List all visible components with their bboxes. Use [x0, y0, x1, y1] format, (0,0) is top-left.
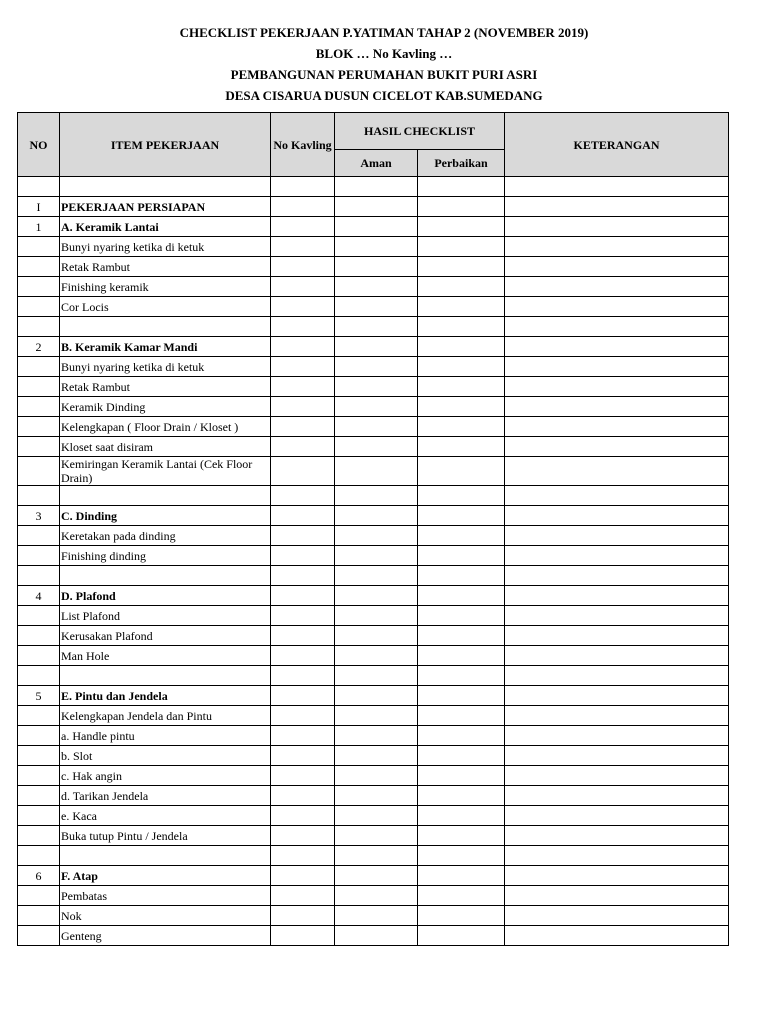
item-pekerjaan-cell: Nok [60, 906, 271, 926]
no-kavling-cell[interactable] [271, 506, 335, 526]
aman-cell[interactable] [335, 297, 418, 317]
perbaikan-cell[interactable] [418, 826, 505, 846]
perbaikan-cell[interactable] [418, 317, 505, 337]
table-row [18, 357, 729, 377]
item-pekerjaan-cell: Keretakan pada dinding [60, 526, 271, 546]
table-row [18, 706, 729, 726]
item-pekerjaan-cell [60, 317, 271, 337]
keterangan-cell[interactable] [505, 606, 729, 626]
row-number [18, 417, 60, 437]
table-row [18, 546, 729, 566]
no-kavling-cell[interactable] [271, 277, 335, 297]
keterangan-cell[interactable] [505, 177, 729, 197]
row-number [18, 257, 60, 277]
table-row [18, 866, 729, 886]
item-pekerjaan-cell: D. Plafond [60, 586, 271, 606]
aman-cell[interactable] [335, 197, 418, 217]
aman-cell[interactable] [335, 217, 418, 237]
table-row [18, 906, 729, 926]
item-pekerjaan-cell: b. Slot [60, 746, 271, 766]
keterangan-cell[interactable] [505, 237, 729, 257]
no-kavling-cell[interactable] [271, 257, 335, 277]
perbaikan-cell[interactable] [418, 566, 505, 586]
keterangan-cell[interactable] [505, 357, 729, 377]
no-kavling-cell[interactable] [271, 526, 335, 546]
aman-cell[interactable] [335, 586, 418, 606]
no-kavling-cell[interactable] [271, 417, 335, 437]
perbaikan-cell[interactable] [418, 806, 505, 826]
no-kavling-cell[interactable] [271, 806, 335, 826]
perbaikan-cell[interactable] [418, 906, 505, 926]
no-kavling-cell[interactable] [271, 706, 335, 726]
keterangan-cell[interactable] [505, 806, 729, 826]
no-kavling-cell[interactable] [271, 486, 335, 506]
keterangan-cell[interactable] [505, 317, 729, 337]
table-row [18, 397, 729, 417]
perbaikan-cell[interactable] [418, 626, 505, 646]
item-pekerjaan-cell: Bunyi nyaring ketika di ketuk [60, 237, 271, 257]
table-row [18, 586, 729, 606]
perbaikan-cell[interactable] [418, 526, 505, 546]
row-number [18, 846, 60, 866]
row-number [18, 886, 60, 906]
checklist-rows [18, 177, 729, 946]
row-number [18, 317, 60, 337]
table-row [18, 217, 729, 237]
no-kavling-cell[interactable] [271, 726, 335, 746]
row-number [18, 606, 60, 626]
item-pekerjaan-cell [60, 846, 271, 866]
item-pekerjaan-cell: PEKERJAAN PERSIAPAN [60, 197, 271, 217]
no-kavling-cell[interactable] [271, 686, 335, 706]
no-kavling-cell[interactable] [271, 886, 335, 906]
perbaikan-cell[interactable] [418, 506, 505, 526]
perbaikan-cell[interactable] [418, 786, 505, 806]
row-number [18, 437, 60, 457]
row-number [18, 277, 60, 297]
no-kavling-cell[interactable] [271, 397, 335, 417]
keterangan-cell[interactable] [505, 626, 729, 646]
table-row [18, 746, 729, 766]
perbaikan-cell[interactable] [418, 866, 505, 886]
no-kavling-cell[interactable] [271, 766, 335, 786]
no-kavling-cell[interactable] [271, 297, 335, 317]
row-number [18, 826, 60, 846]
aman-cell[interactable] [335, 926, 418, 946]
table-row [18, 277, 729, 297]
perbaikan-cell[interactable] [418, 766, 505, 786]
keterangan-cell[interactable] [505, 337, 729, 357]
no-kavling-cell[interactable] [271, 177, 335, 197]
aman-cell[interactable] [335, 317, 418, 337]
item-pekerjaan-cell: B. Keramik Kamar Mandi [60, 337, 271, 357]
item-pekerjaan-cell: Bunyi nyaring ketika di ketuk [60, 357, 271, 377]
row-number [18, 626, 60, 646]
aman-cell[interactable] [335, 786, 418, 806]
no-kavling-cell[interactable] [271, 786, 335, 806]
aman-cell[interactable] [335, 726, 418, 746]
item-pekerjaan-cell: Kloset saat disiram [60, 437, 271, 457]
no-kavling-cell[interactable] [271, 437, 335, 457]
no-kavling-cell[interactable] [271, 217, 335, 237]
item-pekerjaan-cell: Man Hole [60, 646, 271, 666]
item-pekerjaan-cell: Retak Rambut [60, 257, 271, 277]
item-pekerjaan-cell: A. Keramik Lantai [60, 217, 271, 237]
no-kavling-cell[interactable] [271, 826, 335, 846]
perbaikan-cell[interactable] [418, 257, 505, 277]
aman-cell[interactable] [335, 846, 418, 866]
row-number: I [18, 197, 60, 217]
keterangan-cell[interactable] [505, 566, 729, 586]
no-kavling-cell[interactable] [271, 866, 335, 886]
aman-cell[interactable] [335, 866, 418, 886]
perbaikan-cell[interactable] [418, 457, 505, 486]
header-hasil-checklist: HASIL CHECKLIST [335, 113, 505, 150]
row-number: 3 [18, 506, 60, 526]
no-kavling-cell[interactable] [271, 846, 335, 866]
header-perbaikan: Perbaikan [418, 150, 505, 177]
item-pekerjaan-cell: Buka tutup Pintu / Jendela [60, 826, 271, 846]
perbaikan-cell[interactable] [418, 337, 505, 357]
perbaikan-cell[interactable] [418, 217, 505, 237]
header-no-kavling: No Kavling [271, 113, 335, 177]
item-pekerjaan-cell: Cor Locis [60, 297, 271, 317]
keterangan-cell[interactable] [505, 546, 729, 566]
row-number: 5 [18, 686, 60, 706]
row-number [18, 726, 60, 746]
item-pekerjaan-cell: Pembatas [60, 886, 271, 906]
aman-cell[interactable] [335, 377, 418, 397]
keterangan-cell[interactable] [505, 726, 729, 746]
perbaikan-cell[interactable] [418, 197, 505, 217]
table-row [18, 377, 729, 397]
row-number [18, 926, 60, 946]
no-kavling-cell[interactable] [271, 926, 335, 946]
perbaikan-cell[interactable] [418, 686, 505, 706]
row-number [18, 706, 60, 726]
perbaikan-cell[interactable] [418, 666, 505, 686]
item-pekerjaan-cell: c. Hak angin [60, 766, 271, 786]
row-number: 2 [18, 337, 60, 357]
keterangan-cell[interactable] [505, 666, 729, 686]
keterangan-cell[interactable] [505, 686, 729, 706]
no-kavling-cell[interactable] [271, 606, 335, 626]
perbaikan-cell[interactable] [418, 546, 505, 566]
no-kavling-cell[interactable] [271, 197, 335, 217]
row-number: 1 [18, 217, 60, 237]
item-pekerjaan-cell [60, 486, 271, 506]
keterangan-cell[interactable] [505, 866, 729, 886]
perbaikan-cell[interactable] [418, 397, 505, 417]
aman-cell[interactable] [335, 766, 418, 786]
keterangan-cell[interactable] [505, 526, 729, 546]
perbaikan-cell[interactable] [418, 586, 505, 606]
keterangan-cell[interactable] [505, 417, 729, 437]
aman-cell[interactable] [335, 237, 418, 257]
item-pekerjaan-cell: List Plafond [60, 606, 271, 626]
item-pekerjaan-cell: F. Atap [60, 866, 271, 886]
aman-cell[interactable] [335, 546, 418, 566]
item-pekerjaan-cell [60, 666, 271, 686]
item-pekerjaan-cell: Kelengkapan Jendela dan Pintu [60, 706, 271, 726]
no-kavling-cell[interactable] [271, 566, 335, 586]
table-row [18, 726, 729, 746]
project-name: PEMBANGUNAN PERUMAHAN BUKIT PURI ASRI [230, 67, 538, 82]
item-pekerjaan-cell: Finishing dinding [60, 546, 271, 566]
keterangan-cell[interactable] [505, 786, 729, 806]
row-number [18, 546, 60, 566]
perbaikan-cell[interactable] [418, 237, 505, 257]
item-pekerjaan-cell: E. Pintu dan Jendela [60, 686, 271, 706]
no-kavling-cell[interactable] [271, 317, 335, 337]
table-row [18, 786, 729, 806]
no-kavling-cell[interactable] [271, 546, 335, 566]
row-number: 4 [18, 586, 60, 606]
header-keterangan: KETERANGAN [505, 113, 729, 177]
table-row [18, 886, 729, 906]
keterangan-cell[interactable] [505, 586, 729, 606]
table-row [18, 926, 729, 946]
keterangan-cell[interactable] [505, 257, 729, 277]
no-kavling-cell[interactable] [271, 626, 335, 646]
no-kavling-cell[interactable] [271, 237, 335, 257]
item-pekerjaan-cell: a. Handle pintu [60, 726, 271, 746]
perbaikan-cell[interactable] [418, 926, 505, 946]
table-row [18, 486, 729, 506]
checklist-table [17, 112, 729, 946]
aman-cell[interactable] [335, 746, 418, 766]
aman-cell[interactable] [335, 706, 418, 726]
keterangan-cell[interactable] [505, 486, 729, 506]
keterangan-cell[interactable] [505, 706, 729, 726]
keterangan-cell[interactable] [505, 746, 729, 766]
table-row [18, 257, 729, 277]
item-pekerjaan-cell: Retak Rambut [60, 377, 271, 397]
perbaikan-cell[interactable] [418, 377, 505, 397]
perbaikan-cell[interactable] [418, 437, 505, 457]
item-pekerjaan-cell: C. Dinding [60, 506, 271, 526]
table-row [18, 846, 729, 866]
keterangan-cell[interactable] [505, 197, 729, 217]
table-row [18, 806, 729, 826]
row-number: 6 [18, 866, 60, 886]
keterangan-cell[interactable] [505, 926, 729, 946]
aman-cell[interactable] [335, 437, 418, 457]
aman-cell[interactable] [335, 526, 418, 546]
row-number [18, 566, 60, 586]
table-row [18, 626, 729, 646]
perbaikan-cell[interactable] [418, 886, 505, 906]
table-row [18, 566, 729, 586]
header-item-pekerjaan: ITEM PEKERJAAN [60, 113, 271, 177]
aman-cell[interactable] [335, 457, 418, 486]
table-row [18, 197, 729, 217]
item-pekerjaan-cell: Finishing keramik [60, 277, 271, 297]
aman-cell[interactable] [335, 906, 418, 926]
row-number [18, 806, 60, 826]
table-row [18, 237, 729, 257]
item-pekerjaan-cell: Genteng [60, 926, 271, 946]
row-number [18, 666, 60, 686]
table-row [18, 177, 729, 197]
table-row [18, 506, 729, 526]
keterangan-cell[interactable] [505, 906, 729, 926]
row-number [18, 357, 60, 377]
no-kavling-cell[interactable] [271, 666, 335, 686]
aman-cell[interactable] [335, 397, 418, 417]
table-row [18, 606, 729, 626]
row-number [18, 646, 60, 666]
aman-cell[interactable] [335, 626, 418, 646]
aman-cell[interactable] [335, 606, 418, 626]
keterangan-cell[interactable] [505, 377, 729, 397]
perbaikan-cell[interactable] [418, 177, 505, 197]
no-kavling-cell[interactable] [271, 457, 335, 486]
perbaikan-cell[interactable] [418, 357, 505, 377]
perbaikan-cell[interactable] [418, 297, 505, 317]
header-aman: Aman [335, 150, 418, 177]
perbaikan-cell[interactable] [418, 646, 505, 666]
table-row [18, 766, 729, 786]
aman-cell[interactable] [335, 686, 418, 706]
document-title: CHECKLIST PEKERJAAN P.YATIMAN TAHAP 2 (NOVEMBER 2019) [179, 25, 589, 40]
row-number [18, 457, 60, 486]
row-number [18, 377, 60, 397]
aman-cell[interactable] [335, 417, 418, 437]
perbaikan-cell[interactable] [418, 417, 505, 437]
table-row [18, 666, 729, 686]
no-kavling-cell[interactable] [271, 746, 335, 766]
table-row [18, 297, 729, 317]
item-pekerjaan-cell: Kerusakan Plafond [60, 626, 271, 646]
no-kavling-cell[interactable] [271, 906, 335, 926]
aman-cell[interactable] [335, 646, 418, 666]
perbaikan-cell[interactable] [418, 846, 505, 866]
table-row [18, 337, 729, 357]
row-number [18, 746, 60, 766]
aman-cell[interactable] [335, 826, 418, 846]
perbaikan-cell[interactable] [418, 606, 505, 626]
table-row [18, 417, 729, 437]
aman-cell[interactable] [335, 886, 418, 906]
keterangan-cell[interactable] [505, 277, 729, 297]
table-row [18, 437, 729, 457]
keterangan-cell[interactable] [505, 457, 729, 486]
keterangan-cell[interactable] [505, 437, 729, 457]
project-location: DESA CISARUA DUSUN CICELOT KAB.SUMEDANG [225, 88, 543, 103]
row-number [18, 766, 60, 786]
keterangan-cell[interactable] [505, 297, 729, 317]
block-kavling-line: BLOK … No Kavling … [315, 46, 453, 61]
table-row [18, 317, 729, 337]
table-row [18, 686, 729, 706]
keterangan-cell[interactable] [505, 646, 729, 666]
item-pekerjaan-cell: Kemiringan Keramik Lantai (Cek Floor Drain) [60, 457, 271, 486]
item-pekerjaan-cell: Keramik Dinding [60, 397, 271, 417]
no-kavling-cell[interactable] [271, 646, 335, 666]
header-no: NO [18, 113, 60, 177]
aman-cell[interactable] [335, 506, 418, 526]
aman-cell[interactable] [335, 486, 418, 506]
no-kavling-cell[interactable] [271, 586, 335, 606]
row-number [18, 906, 60, 926]
row-number [18, 786, 60, 806]
aman-cell[interactable] [335, 806, 418, 826]
no-kavling-cell[interactable] [271, 337, 335, 357]
table-row [18, 646, 729, 666]
row-number [18, 177, 60, 197]
row-number [18, 297, 60, 317]
perbaikan-cell[interactable] [418, 486, 505, 506]
aman-cell[interactable] [335, 357, 418, 377]
row-number [18, 397, 60, 417]
keterangan-cell[interactable] [505, 886, 729, 906]
keterangan-cell[interactable] [505, 217, 729, 237]
item-pekerjaan-cell: Kelengkapan ( Floor Drain / Kloset ) [60, 417, 271, 437]
aman-cell[interactable] [335, 277, 418, 297]
aman-cell[interactable] [335, 257, 418, 277]
row-number [18, 237, 60, 257]
document-title-block [0, 22, 768, 106]
table-row [18, 457, 729, 486]
perbaikan-cell[interactable] [418, 706, 505, 726]
aman-cell[interactable] [335, 337, 418, 357]
perbaikan-cell[interactable] [418, 746, 505, 766]
keterangan-cell[interactable] [505, 506, 729, 526]
aman-cell[interactable] [335, 566, 418, 586]
no-kavling-cell[interactable] [271, 357, 335, 377]
aman-cell[interactable] [335, 177, 418, 197]
row-number [18, 526, 60, 546]
table-row [18, 526, 729, 546]
table-row [18, 826, 729, 846]
keterangan-cell[interactable] [505, 846, 729, 866]
item-pekerjaan-cell: e. Kaca [60, 806, 271, 826]
keterangan-cell[interactable] [505, 826, 729, 846]
item-pekerjaan-cell: d. Tarikan Jendela [60, 786, 271, 806]
perbaikan-cell[interactable] [418, 277, 505, 297]
keterangan-cell[interactable] [505, 397, 729, 417]
item-pekerjaan-cell [60, 177, 271, 197]
perbaikan-cell[interactable] [418, 726, 505, 746]
aman-cell[interactable] [335, 666, 418, 686]
no-kavling-cell[interactable] [271, 377, 335, 397]
row-number [18, 486, 60, 506]
item-pekerjaan-cell [60, 566, 271, 586]
keterangan-cell[interactable] [505, 766, 729, 786]
